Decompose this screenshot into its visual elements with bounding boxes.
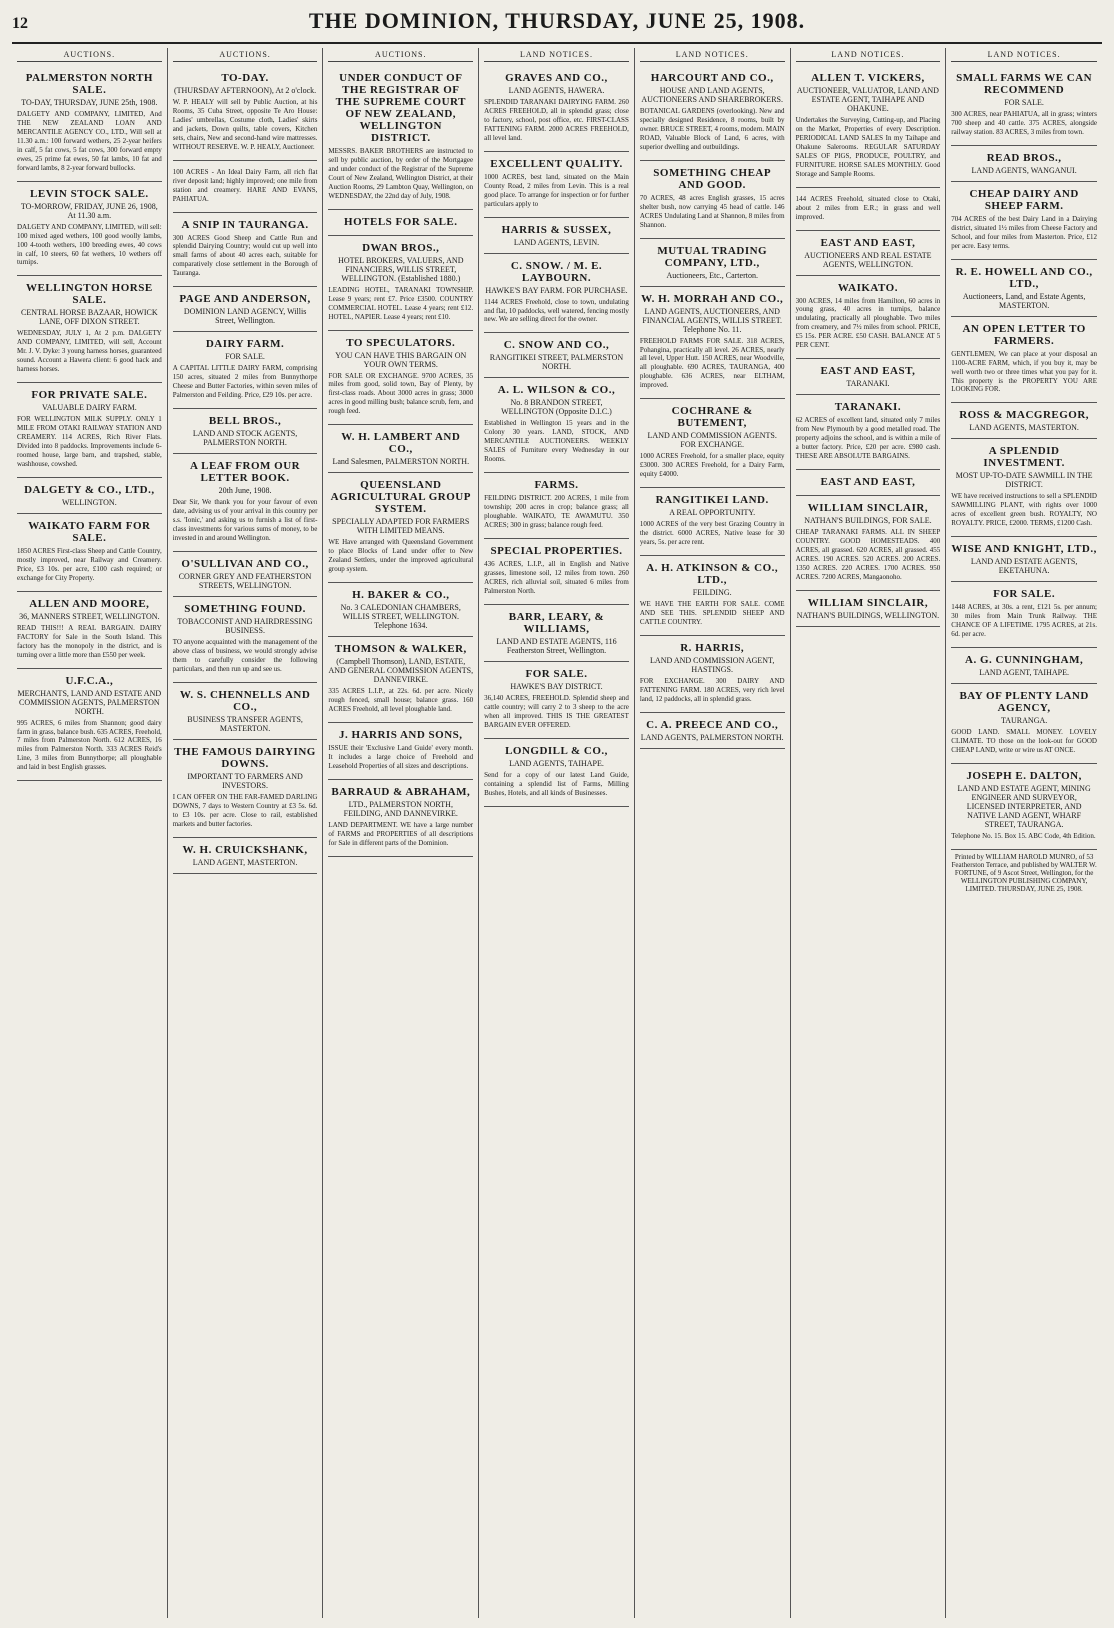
advertisement (17, 182, 162, 277)
ad-subtitle: LAND AGENTS, HAWERA. (508, 86, 605, 95)
ad-body: FOR WELLINGTON MILK SUPPLY. ONLY 1 MILE FROM OTAKI RAILWAY STATION AND CREAMERY. 114 ACRES, Rich River Flats. Divided into 8 paddocks. Improvements include 6-roomed house, large barn, and trapshed, stable, washhouse, cowshed. (17, 415, 162, 468)
ad-subtitle: LAND AND COMMISSION AGENT, HASTINGS. (650, 655, 775, 674)
ad-title: W. H. LAMBERT AND CO., (341, 431, 461, 456)
ad-title: TARANAKI. (834, 401, 902, 414)
ad-body: GOOD LAND. SMALL MONEY. LOVELY CLIMATE. TO those on the look-out for GOOD CHEAP LAND, write or wire us AT ONCE. (951, 728, 1097, 754)
ad-body: 70 ACRES, 48 acres English grasses, 15 acres shelter bush, now carrying 45 head of cattle. 146 ACRES Undulating Land at Shannon, 8 miles from Shannon. (639, 193, 785, 229)
ad-title: COCHRANE & BUTEMENT, (671, 405, 753, 430)
ad-subtitle: HAWKE'S BAY DISTRICT. (510, 681, 603, 691)
ad-subtitle: 20th June, 1908. (218, 486, 272, 496)
advertisement (484, 739, 629, 807)
ad-title: FOR SALE. (525, 667, 588, 680)
ad-title: EAST AND EAST, (820, 236, 916, 249)
ad-subtitle: AUCTIONEER, VALUATOR, LAND AND ESTATE AGENT, TAIHAPE AND OHAKUNE. (796, 86, 939, 113)
advertisement (951, 582, 1097, 648)
ad-body: FREEHOLD FARMS FOR SALE. 318 ACRES, Pohangina, practically all level. 26 ACRES, nearly all level, Upper Hutt. 150 ACRES, near Woodville, all ploughable. 690 ACRES, TAURANGA, 400 ploughable. 636 ACRES, near ELTHAM, improved. (639, 336, 785, 390)
advertisement (640, 287, 785, 400)
advertisement (796, 188, 941, 231)
ad-body: TO anyone acquainted with the management of the above class of business, we would strongly advise them to carefully consider the following particulars, and then run up and see us. (172, 637, 318, 673)
ad-subtitle: LAND AND ESTATE AGENT, MINING ENGINEER AND SURVEYOR, LICENSED INTERPRETER, AND NATIVE LAND AGENT, WHARF STREET, TAURANGA. (957, 783, 1091, 829)
ad-title: BARR, LEARY, & WILLIAMS, (508, 610, 605, 635)
advertisement (173, 409, 318, 454)
column-heading: AUCTIONS. (17, 48, 162, 62)
ad-body: I CAN OFFER ON THE FAR-FAMED DARLING DOWNS, 7 days to Western Country at £3 5s. 6d. to £3 10s. per acre. Close to rail, established markets and butter factories. (172, 792, 318, 828)
ad-subtitle: TO-MORROW, FRIDAY, JUNE 26, 1908, At 11.30 a.m. (20, 201, 158, 220)
advertisement (328, 723, 473, 780)
ad-title: R. E. HOWELL AND CO., LTD., (955, 265, 1093, 290)
ad-body: READ THIS!!! A REAL BARGAIN. DAIRY FACTORY for Sale in the South Island. This factory has the monopoly in the district, and is turning over a little more than £550 per week. (17, 623, 162, 659)
ad-title: THOMSON & WALKER, (334, 643, 467, 656)
column-heading: LAND NOTICES. (951, 48, 1097, 62)
ad-title: HARCOURT AND CO., (650, 72, 774, 84)
ad-subtitle: BUSINESS TRANSFER AGENTS, MASTERTON. (187, 714, 303, 733)
advertisement (484, 378, 629, 473)
ad-subtitle: No. 3 CALEDONIAN CHAMBERS, WILLIS STREET, WELLINGTON. Telephone 1634. (340, 603, 461, 631)
newspaper-title: THE DOMINION, THURSDAY, JUNE 25, 1908. (308, 8, 806, 33)
ad-subtitle: IMPORTANT TO FARMERS AND INVESTORS. (187, 771, 303, 790)
ad-title: GRAVES AND CO., (505, 72, 608, 84)
ad-body: WE have received instructions to sell a SPLENDID SAWMILLING PLANT, with rights over 1000 acres of excellent green bush. ROYALTY, NO ROYALTY. PRICE, £2000. TERMS, £1200 Cash. (951, 492, 1097, 528)
ad-title: WILLIAM SINCLAIR, (807, 502, 929, 515)
advertisement (173, 161, 318, 213)
ad-title: ALLEN T. VICKERS, (811, 72, 925, 84)
ad-body: FOR EXCHANGE. 300 DAIRY AND FATTENING FARM. 180 ACRES, very rich level land, 12 paddocks, all in splendid grass. (639, 676, 785, 703)
ad-title: QUEENSLAND AGRICULTURAL GROUP SYSTEM. (330, 479, 471, 516)
ad-subtitle: MOST UP-TO-DATE SAWMILL IN THE DISTRICT. (955, 471, 1093, 490)
ad-subtitle: HOUSE AND LAND AGENTS, AUCTIONEERS AND SHAREBROKERS. (641, 86, 783, 104)
ad-title: EAST AND EAST, (820, 365, 916, 378)
advertisement (484, 66, 629, 152)
ad-subtitle: YOU CAN HAVE THIS BARGAIN ON YOUR OWN TERMS. (335, 350, 467, 369)
ad-body: 300 ACRES, 14 miles from Hamilton, 60 acres in young grass, 40 acres in turnips, balance undulating, practically all ploughable. Two miles from creamery, and 7½ miles from school. PRICE, £5 15s. PER ACRE. £50 CASH. BALANCE AT 5 PER CENT. (795, 296, 941, 350)
ad-title: RANGITIKEI LAND. (655, 494, 769, 507)
ad-title: SOMETHING FOUND. (184, 602, 306, 615)
ad-subtitle: LAND AGENTS, TAIHAPE. (509, 758, 604, 768)
ad-body: 100 ACRES - An Ideal Dairy Farm, all rich flat river deposit land; highly improved; one mile from station and creamery. HARE AND EVANS, PAHIATUA. (172, 167, 318, 203)
ad-subtitle: No. 8 BRANDON STREET, WELLINGTON (Opposite D.I.C.) (501, 398, 612, 417)
advertisement (796, 359, 941, 395)
ad-title: EAST AND EAST, (820, 476, 916, 489)
column-heading: AUCTIONS. (173, 48, 318, 62)
ad-title: DWAN BROS., (362, 241, 440, 254)
advertisement (796, 231, 941, 276)
advertisement (796, 470, 941, 496)
ad-title: SPECIAL PROPERTIES. (490, 545, 623, 558)
ad-title: FARMS. (534, 479, 579, 492)
advertisement (328, 236, 473, 331)
advertisement (484, 662, 629, 739)
ad-title: A. L. WILSON & CO., (497, 384, 616, 397)
ad-title: W. H. CRUICKSHANK, (182, 843, 308, 856)
ad-body: W. P. HEALY will sell by Public Auction, at his Rooms, 35 Cuba Street, opposite Te Aro House: Ladies' umbrellas, Costume cloth, Ladies' skirts and jackets, Down quilts, table covers, Kitchen sets, chairs, New and second-hand wire mattresses. WITHOUT RESERVE. W. P. HEALY, Auctioneer. (172, 98, 318, 151)
ad-subtitle: CORNER GREY AND FEATHERSTON STREETS, WELLINGTON. (178, 571, 312, 590)
ad-title: HOTELS FOR SALE. (344, 215, 458, 228)
ad-body: FOR SALE OR EXCHANGE. 9700 ACRES, 35 miles from good, solid town, Bay of Plenty, by first-class roads. About 3000 acres in grass; 3000 acres in good milling bush; balance scrub, fern, and rough feed. (328, 371, 474, 416)
ad-body: Established in Wellington 15 years and in the Colony 30 years. LAND, STOCK, AND MERCANTILE AUCTIONEERS. WEEKLY SALES of Furniture every Wednesday in our Rooms. (484, 419, 629, 464)
ad-subtitle: DOMINION LAND AGENCY, Willis Street, Wellington. (183, 307, 307, 326)
advertisement (640, 239, 785, 287)
ad-subtitle: FEILDING. (692, 588, 732, 598)
ad-title: LEVIN STOCK SALE. (30, 187, 149, 200)
column-heading: LAND NOTICES. (796, 48, 941, 62)
ad-title: FOR PRIVATE SALE. (31, 389, 148, 402)
advertisement (951, 146, 1097, 182)
ad-title: JOSEPH E. DALTON, (966, 769, 1082, 782)
ad-title: J. HARRIS AND SONS, (339, 728, 463, 741)
advertisement (328, 66, 473, 210)
ad-body: LEADING HOTEL, TARANAKI TOWNSHIP. Lease 9 years; rent £7. Price £3500. COUNTRY COMMERCIAL HOTEL. Lease 4 years; rent £12. HOTEL, NAPIER. Lease 4 years; rent £10. (328, 285, 474, 321)
ad-subtitle: FOR SALE. (225, 352, 265, 362)
advertisement (173, 683, 318, 740)
advertisement (951, 317, 1097, 404)
advertisement (640, 488, 785, 556)
column-heading: AUCTIONS. (328, 48, 473, 62)
ad-title: TO-DAY. (221, 72, 269, 84)
ad-title: O'SULLIVAN AND CO., (181, 557, 309, 570)
ad-title: READ BROS., (986, 151, 1062, 164)
column-6 (791, 48, 947, 1618)
advertisement (640, 161, 785, 239)
ad-body: Dear Sir, We thank you for your favour of even date, advising us of your arrival in this country per s.s. 'Ionic,' and asking us to furnish a list of first-class investments for various sums of money, to be invested in and around Wellington. (172, 498, 318, 542)
ad-subtitle: LAND AGENTS, AUCTIONEERS, AND FINANCIAL AGENTS, WILLIS STREET. Telephone No. 11. (642, 306, 783, 334)
ad-title: U.F.C.A., (65, 674, 114, 687)
ad-title: ROSS & MACGREGOR, (959, 409, 1090, 422)
ad-title: UNDER CONDUCT OF THE REGISTRAR OF THE SUPREME COURT OF NEW ZEALAND, WELLINGTON DISTRICT. (335, 72, 466, 144)
advertisement (173, 332, 318, 409)
ad-title: THE FAMOUS DAIRYING DOWNS. (174, 745, 316, 770)
ad-subtitle: A REAL OPPORTUNITY. (669, 508, 756, 518)
advertisement (951, 66, 1097, 146)
ad-body: A CAPITAL LITTLE DAIRY FARM, comprising 150 acres, situated 2 miles from Bunnythorpe Cheese and Butter Factories, within seven miles of Palmerston and Feilding. Price, £29 10s. per acre. (172, 364, 318, 400)
ad-body: 1000 ACRES, best land, situated on the Main County Road, 2 miles from Levin. This is a real good place. To arrange for inspection or for further particulars apply to (484, 172, 629, 208)
ad-subtitle: LAND AND COMMISSION AGENTS. FOR EXCHANGE. (647, 431, 777, 450)
advertisement (328, 637, 473, 723)
advertisement (951, 403, 1097, 439)
advertisement (640, 636, 785, 713)
advertisement (640, 66, 785, 161)
advertisement (640, 556, 785, 636)
ad-body: 1000 ACRES Freehold, for a smaller place, equity £3000. 300 ACRES Freehold, for a Dairy Farm, equity £4000. (639, 452, 785, 479)
advertisement (17, 66, 162, 182)
ad-subtitle: MERCHANTS, LAND AND ESTATE AND COMMISSION AGENTS, PALMERSTON NORTH. (17, 688, 162, 716)
advertisement (484, 605, 629, 662)
ad-body: FEILDING DISTRICT. 200 ACRES, 1 mile from township; 200 acres in crop; balance grass; all ploughable. WAIKATO, TE AWAMUTU. 350 ACRES; 300 in grass; balance rough feed. (484, 494, 629, 530)
advertisement (328, 583, 473, 637)
ad-title: CHEAP DAIRY AND SHEEP FARM. (969, 187, 1079, 212)
advertisement (17, 669, 162, 782)
advertisement (484, 539, 629, 605)
ad-subtitle: LAND AND STOCK AGENTS, PALMERSTON NORTH. (192, 429, 298, 448)
ad-title: A LEAF FROM OUR LETTER BOOK. (190, 460, 301, 485)
advertisement (328, 780, 473, 857)
ad-subtitle: NATHAN'S BUILDINGS, FOR SALE. (804, 516, 932, 526)
ad-body: 995 ACRES, 6 miles from Shannon; good dairy farm in grass, balance bush. 635 ACRES, Freehold, 7 miles from Palmerston North. 612 ACRES, 16 miles from Palmerston North. 333 ACRES Reid's Line, 3 miles from Bunnythorpe; all ploughable and laid in best English grasses. (17, 718, 162, 772)
ad-title: BARRAUD & ABRAHAM, (331, 785, 471, 798)
advertisement (17, 592, 162, 669)
advertisement (951, 537, 1097, 582)
masthead (12, 8, 1102, 44)
ad-subtitle: CENTRAL HORSE BAZAAR, HOWICK LANE, OFF DIXON STREET. (21, 308, 158, 327)
ad-subtitle: LAND AGENTS, PALMERSTON NORTH. (640, 732, 784, 742)
ad-title: BAY OF PLENTY LAND AGENCY, (959, 690, 1089, 715)
ad-subtitle: LAND AGENT, TAIHAPE. (979, 668, 1069, 678)
ad-body: 1448 ACRES, at 30s. a rent, £121 5s. per annum; 30 miles from Main Trunk Railway. THE CHANCE OF A LIFETIME. 1795 ACRES, at 21s. 6d. per acre. (951, 603, 1097, 639)
ad-title: WISE AND KNIGHT, LTD., (951, 543, 1097, 556)
ad-title: BELL BROS., (208, 415, 282, 428)
advertisement (796, 395, 941, 470)
ad-title: DALGETY & CO., LTD., (24, 483, 155, 496)
ad-title: LONGDILL & CO., (505, 744, 608, 757)
advertisement (328, 331, 473, 426)
ad-subtitle: TOBACCONIST AND HAIRDRESSING BUSINESS. (177, 616, 313, 635)
advertisement (951, 260, 1097, 317)
ad-title: R. HARRIS, (680, 641, 745, 654)
ad-title: WELLINGTON HORSE SALE. (26, 282, 153, 307)
ad-title: C. A. PREECE AND CO., (646, 718, 779, 731)
ad-title: A. G. CUNNINGHAM, (965, 654, 1084, 667)
ad-title: HARRIS & SUSSEX, (501, 223, 612, 236)
ad-title: FOR SALE. (993, 588, 1056, 601)
column-2 (168, 48, 324, 1618)
ad-subtitle: FOR SALE. (1004, 98, 1044, 107)
ad-body: 300 ACRES, near PAHIATUA, all in grass; winters 700 sheep and 40 cattle. 375 ACRES, alongside railway station. 83 ACRES, 3 miles from town. (951, 110, 1097, 136)
ad-title: A SPLENDID INVESTMENT. (983, 445, 1065, 470)
advertisement (640, 713, 785, 749)
advertisement (17, 478, 162, 514)
ad-subtitle: RANGITIKEI STREET, PALMERSTON NORTH. (489, 353, 624, 372)
ad-subtitle: SPECIALLY ADAPTED FOR FARMERS WITH LIMITED MEANS. (332, 517, 470, 536)
advertisement (951, 439, 1097, 537)
advertisement (173, 740, 318, 838)
ad-body: WEDNESDAY, JULY 1, At 2 p.m. DALGETY AND COMPANY, LIMITED, will sell, Account Mr. J. V. Dyke: 3 young harness horses, guaranteed sound. Account a Hawera client: 6 good hack and harness horses. (17, 329, 162, 374)
ad-subtitle: HAWKE'S BAY FARM. FOR PURCHASE. (485, 285, 628, 295)
ad-body: 144 ACRES Freehold, situated close to Otaki, about 2 miles from E.R.; in grass and well improved. (795, 194, 941, 221)
ad-title: MUTUAL TRADING COMPANY, LTD., (657, 244, 768, 269)
advertisement (17, 514, 162, 592)
advertisement (484, 333, 629, 378)
column-5 (635, 48, 791, 1618)
column-7 (946, 48, 1102, 1618)
ad-subtitle: NATHAN'S BUILDINGS, WELLINGTON. (796, 610, 940, 620)
advertisement (173, 287, 318, 332)
advertisement (17, 383, 162, 478)
advertisement (951, 182, 1097, 260)
ad-title: WILLIAM SINCLAIR, (807, 596, 929, 609)
ad-body: CHEAP TARANAKI FARMS. ALL IN SHEEP COUNTRY. GOOD HOMESTEADS. 400 ACRES, all grassed. 620 ACRES, all grassed. 455 ACRES. 190 ACRES. 520 ACRES. 200 ACRES. 1350 ACRES. 220 ACRES. 1700 ACRES. 950 ACRES. 7200 ACRES, Mangaonoho. (795, 528, 941, 581)
advertisement (484, 218, 629, 254)
ad-title: SMALL FARMS WE CAN RECOMMEND (956, 72, 1093, 96)
ad-subtitle: LAND AND ESTATE AGENTS, EKETAHUNA. (970, 557, 1078, 576)
page-number: 12 (12, 15, 28, 32)
ad-subtitle: TAURANGA. (1001, 716, 1048, 726)
ad-title: DAIRY FARM. (205, 338, 285, 351)
ad-body: WE Have arranged with Queensland Government to place Blocks of Land under offer to New Zealand Settlers, under the improved agricultural group system. (328, 538, 474, 574)
ad-title: AN OPEN LETTER TO FARMERS. (962, 322, 1086, 347)
ad-title: H. BAKER & CO., (352, 589, 450, 602)
ad-subtitle: AUCTIONEERS AND REAL ESTATE AGENTS, WELLINGTON. (804, 250, 932, 269)
advertisement (796, 66, 941, 188)
ad-subtitle: (Campbell Thomson), LAND, ESTATE, AND GENERAL COMMISSION AGENTS, DANNEVIRKE. (328, 657, 474, 685)
ad-body: GENTLEMEN, We can place at your disposal an 1100-ACRE FARM, which, if you buy it, may be well worth two or three times what you pay for it. This property is the PROPERTY YOU ARE LOOKING FOR. (951, 349, 1097, 394)
advertisement (173, 838, 318, 874)
newspaper-page (12, 8, 1102, 1620)
advertisement (173, 597, 318, 683)
ad-subtitle: VALUABLE DAIRY FARM. (41, 403, 137, 413)
ad-subtitle: HOTEL BROKERS, VALUERS, AND FINANCIERS, WILLIS STREET, WELLINGTON. (Established 1880.) (338, 255, 464, 283)
ad-body: DALGETY AND COMPANY, LIMITED, will sell: 100 mixed aged wethers, 100 good woolly lambs, 100 4-tooth wethers, 100 breeding ewes, 40 cows in calf, 10 steers, 60 fat wethers, 10 wethers off turnips. (17, 222, 162, 267)
advertisement (796, 591, 941, 627)
advertisement (328, 425, 473, 473)
advertisement (173, 552, 318, 597)
ad-title: PALMERSTON NORTH SALE. (25, 72, 153, 96)
advertisement (796, 276, 941, 360)
advertisement (328, 210, 473, 236)
ad-subtitle: LAND AGENTS, MASTERTON. (969, 423, 1079, 433)
ad-title: WAIKATO FARM FOR SALE. (28, 519, 151, 544)
ad-body: Undertakes the Surveying, Cutting-up, and Placing on the Market, Properties of every Description. PERIODICAL LAND SALES In my Taihape and Ohakune Salerooms. REGULAR SATURDAY SALES OF PIGS, PRODUCE, POULTRY, and FURNITURE. HORSE SALES MONTHLY. Good Storage and Sample Rooms. (795, 116, 941, 178)
advertisement (17, 276, 162, 383)
ad-title: C. SNOW AND CO., (503, 339, 610, 352)
ad-title: TO SPECULATORS. (346, 336, 456, 349)
imprint: Printed by WILLIAM HAROLD MUNRO, of 53 Featherston Terrace, and published by WALTER W. FORTUNE, of 9 Ascot Street, Wellington, for the WELLINGTON PUBLISHING COMPANY, LIMITED. THURSDAY, JUNE 25, 1908. (951, 852, 1097, 893)
ad-subtitle: LAND AGENTS, WANGANUI. (971, 165, 1077, 175)
ad-body: 1144 ACRES Freehold, close to town, undulating and flat, 10 paddocks, well watered, fencing mostly new. We are selling direct for the owner. (484, 297, 629, 324)
advertisement (951, 764, 1097, 850)
ad-subtitle: Auctioneers, Etc., Carterton. (666, 270, 758, 280)
advertisement (484, 254, 629, 334)
ad-subtitle: WELLINGTON. (61, 497, 117, 507)
advertisement (640, 399, 785, 488)
ad-title: EXCELLENT QUALITY. (490, 157, 623, 170)
ad-body: WE HAVE THE EARTH FOR SALE. COME AND SEE THIS. SPLENDID SHEEP AND CATTLE COUNTRY. (639, 600, 785, 626)
advertisement (951, 684, 1097, 764)
ad-subtitle: Land Salesmen, PALMERSTON NORTH. (332, 457, 470, 467)
ad-body: ISSUE their 'Exclusive Land Guide' every month. It includes a large choice of Freehold and Leasehold Properties of all sizes and descriptions. (328, 743, 474, 770)
ad-title: ALLEN AND MOORE, (29, 597, 150, 610)
ad-subtitle: LAND AND ESTATE AGENTS, 116 Featherston Street, Wellington. (496, 636, 617, 655)
ad-body: DALGETY AND COMPANY, LIMITED, And THE NEW ZEALAND LOAN AND MERCANTILE AGENCY CO., LTD., Will sell at 11.30 a.m.: 100 forward wethers, 25 2-year heifers in calf, 5 fat cows, 5 fat cows, 300 forward empty ewes, 25 prime fat ewes, 50 fat lambs, 10 fat and forward lambs, 8 2-year forward bullocks. (17, 110, 162, 172)
ad-subtitle: LAND AGENT, MASTERTON. (192, 857, 298, 867)
advertisement (796, 496, 941, 591)
ad-title: PAGE AND ANDERSON, (179, 293, 311, 306)
advertisement (484, 473, 629, 539)
ad-body: MESSRS. BAKER BROTHERS are instructed to sell by public auction, by order of the Mortgagee and under conduct of the Registrar of the Supreme Court of New Zealand, Wellington District, at their Auction Rooms, 29 Lambton Quay, Wellington, on WEDNESDAY, the 22nd day of July, 1908. (328, 147, 474, 200)
ad-body: 62 ACRES of excellent land, situated only 7 miles from New Plymouth by a good metalled road. The property adjoins the school, and is within a mile of a butter factory. Price, £20 per acre. £980 cash. THESE ARE ABSOLUTE BARGAINS. (795, 416, 941, 461)
ad-body: 704 ACRES of the best Dairy Land in a Dairying district, situated 1½ miles from Cheese Factory and School, and four miles from Masterton. Price, £12 per acre. Easy terms. (951, 214, 1097, 250)
ad-body: Send for a copy of our latest Land Guide, containing a splendid list of Farms, Milling Bushes, Hotels, and all kinds of Businesses. (484, 770, 629, 797)
ad-subtitle: Auctioneers, Land, and Estate Agents, MASTERTON. (962, 291, 1086, 310)
advertisement (173, 66, 318, 161)
advertisement (173, 213, 318, 288)
column-1 (12, 48, 168, 1618)
advertisement (484, 152, 629, 218)
column-heading: LAND NOTICES. (484, 48, 629, 62)
ad-subtitle: LAND AGENTS, LEVIN. (513, 237, 600, 247)
column-3 (323, 48, 479, 1618)
ad-subtitle: (THURSDAY AFTERNOON), At 2 o'clock. (173, 86, 317, 95)
ad-body: 1000 ACRES of the very best Grazing Country in the district. 6000 ACRES, Native lease for 30 years, 5s. per acre rent. (639, 520, 785, 547)
ad-title: SOMETHING CHEAP AND GOOD. (653, 166, 772, 191)
ad-title: C. SNOW. / M. E. LAYBOURN. (510, 259, 603, 284)
ad-body: BOTANICAL GARDENS (overlooking). New and specially designed Residence, 8 rooms, built by owner. BRUCE STREET, 4 rooms, modern. MAIN ROAD, Valuable Block of Land, 6 acres, with superior dwelling and outbuildings. (639, 107, 785, 151)
ad-subtitle: 36, MANNERS STREET, WELLINGTON. (19, 611, 160, 621)
ad-title: A. H. ATKINSON & CO., LTD., (646, 562, 779, 587)
ad-subtitle: LTD., PALMERSTON NORTH, FEILDING, AND DANNEVIRKE. (343, 799, 458, 818)
ad-body: 335 ACRES L.I.P., at 22s. 6d. per acre. Nicely rough fenced, small house; balance grass. 160 ACRES Freehold, all level ploughable land. (328, 687, 474, 714)
ad-body: 300 ACRES Good Sheep and Cattle Run and splendid Dairying Country; would cut up well into small farms of about 40 acres each, suitable for comparatively close settlement in the Borough of Tauranga. (172, 233, 318, 278)
ad-title: WAIKATO. (837, 281, 898, 294)
columns-grid (12, 48, 1102, 1618)
ad-subtitle: TO-DAY, THURSDAY, JUNE 25th, 1908. (21, 98, 158, 107)
ad-body: SPLENDID TARANAKI DAIRYING FARM. 260 ACRES FREEHOLD, all in splendid grass; close to factory, school, post office, etc. FIRST-CLASS FATTENING FARM. 2000 ACRES FREEHOLD, all level land. (484, 98, 629, 142)
ad-body: Telephone No. 15. Box 15. ABC Code, 4th Edition. (951, 831, 1096, 840)
ad-body: 1850 ACRES First-class Sheep and Cattle Country, mostly improved, near Railway and Creamery. Price, £3 10s. per acre, £100 cash required; or exchange for City Property. (17, 546, 162, 582)
ad-title: W. H. MORRAH AND CO., (641, 292, 784, 305)
ad-title: W. S. CHENNELLS AND CO., (179, 688, 311, 713)
advertisement (328, 473, 473, 583)
column-heading: LAND NOTICES. (640, 48, 785, 62)
ad-title: A SNIP IN TAURANGA. (181, 218, 309, 231)
column-4 (479, 48, 635, 1618)
ad-body: 436 ACRES, L.I.P., all in English and Native grasses, limestone soil, 12 miles from town. 260 ACRES, rich alluvial soil, situated 6 miles from Palmerston North. (484, 560, 629, 595)
advertisement (951, 648, 1097, 684)
ad-body: LAND DEPARTMENT. WE have a large number of FARMS and PROPERTIES of all descriptions for Sale in different parts of the Dominion. (328, 820, 474, 847)
ad-subtitle: TARANAKI. (846, 379, 890, 389)
advertisement (173, 454, 318, 552)
ad-body: 36,140 ACRES, FREEHOLD. Splendid sheep and cattle country; will carry 2 to 3 sheep to the acre when all improved. THIS IS THE GREATEST BARGAIN EVER OFFERED. (484, 693, 629, 729)
